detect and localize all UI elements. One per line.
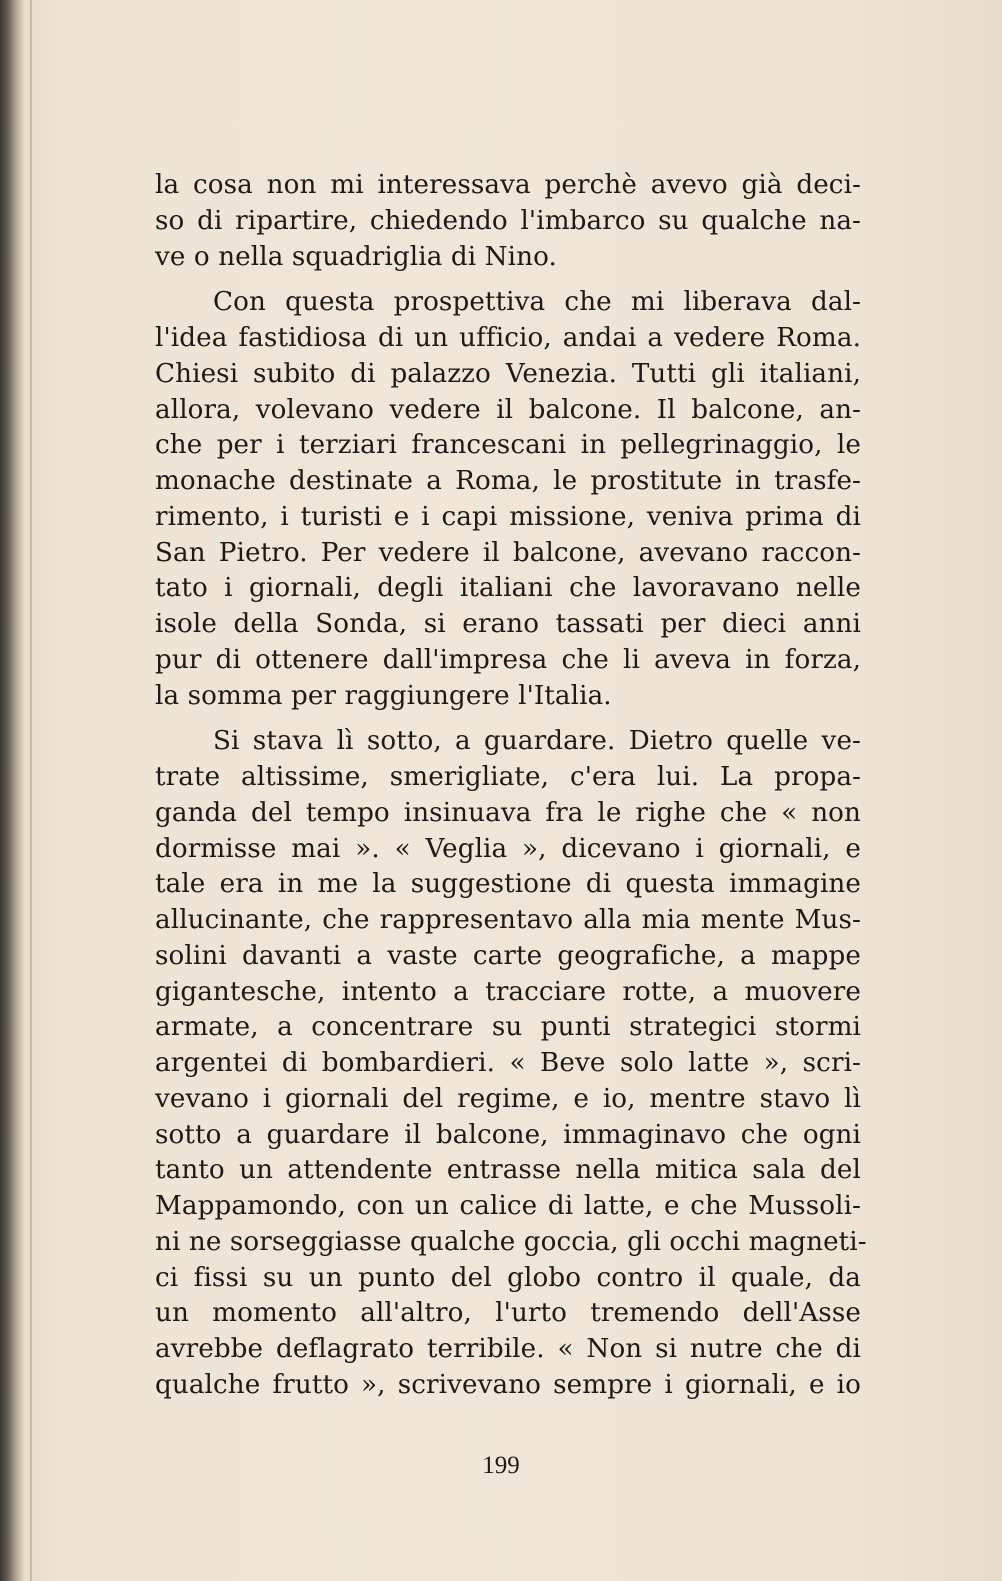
paragraph-1 (155, 168, 861, 275)
text-line: l'idea fastidiosa di un ufficio, andai a vedere Roma. (155, 323, 861, 353)
text-line: tato i giornali, degli italiani che lavoravano nelle (155, 573, 861, 604)
book-binding-shadow (0, 0, 24, 1581)
paragraph-gap (155, 714, 861, 724)
text-line: so di ripartire, chiedendo l'imbarco su qualche na- (155, 205, 861, 236)
binding-crease (30, 0, 32, 1581)
body-text (155, 168, 867, 1404)
text-line: la somma per raggiungere l'Italia. (155, 680, 612, 711)
text-line: Chiesi subito di palazzo Venezia. Tutti gli italiani, (155, 358, 861, 389)
text-line: qualche frutto », scrivevano sempre i giornali, e io (155, 1369, 861, 1400)
text-line: pur di ottenere dall'impresa che li aveva in forza, (155, 644, 861, 675)
paragraph-3 (155, 724, 867, 1403)
text-line: un momento all'altro, l'urto tremendo dell'Asse (155, 1298, 861, 1329)
text-line: Con questa prospettiva che mi liberava dal- (213, 287, 861, 318)
text-line: avrebbe deflagrato terribile. « Non si nutre che di (155, 1334, 861, 1364)
text-line: monache destinate a Roma, le prostitute in trasfe- (155, 466, 861, 496)
text-line: che per i terziari francescani in pellegrinaggio, le (155, 430, 861, 461)
page-number: 199 (482, 1452, 520, 1479)
text-line: San Pietro. Per vedere il balcone, avevano raccon- (155, 537, 861, 568)
text-line: allucinante, che rappresentavo alla mia mente Mus- (155, 905, 861, 935)
text-line: vevano i giornali del regime, e io, mentre stavo lì (155, 1083, 861, 1114)
text-line: ve o nella squadriglia di Nino. (155, 241, 557, 272)
text-line: isole della Sonda, si erano tassati per dieci anni (155, 609, 861, 639)
paragraph-gap (155, 275, 861, 285)
text-line: armate, a concentrare su punti strategici stormi (155, 1012, 861, 1043)
text-line: allora, volevano vedere il balcone. Il balcone, an- (155, 394, 861, 425)
text-line: tale era in me la suggestione di questa immagine (155, 869, 861, 900)
text-line: solini davanti a vaste carte geografiche, a mappe (155, 940, 861, 971)
text-line: tanto un attendente entrasse nella mitica sala del (155, 1155, 861, 1186)
text-line: Mappamondo, con un calice di latte, e che Mussoli- (155, 1191, 861, 1221)
text-line: ni ne sorseggiasse qualche goccia, gli occhi magneti- (155, 1226, 867, 1257)
text-line: sotto a guardare il balcone, immaginavo che ogni (155, 1119, 861, 1150)
text-line: la cosa non mi interessava perchè avevo già deci- (155, 170, 861, 200)
text-line: argentei di bombardieri. « Beve solo latte », scri- (155, 1048, 861, 1078)
text-line: dormisse mai ». « Veglia », dicevano i giornali, e (155, 833, 861, 864)
text-line: trate altissime, smerigliate, c'era lui. La propa- (155, 762, 861, 792)
text-line: rimento, i turisti e i capi missione, veniva prima di (155, 501, 861, 532)
text-line: ci fissi su un punto del globo contro il quale, da (155, 1262, 861, 1293)
text-line: gigantesche, intento a tracciare rotte, a muovere (155, 976, 861, 1007)
paragraph-2 (155, 285, 861, 714)
text-line: Si stava lì sotto, a guardare. Dietro quelle ve- (213, 726, 861, 757)
text-line: ganda del tempo insinuava fra le righe che « non (155, 797, 861, 828)
